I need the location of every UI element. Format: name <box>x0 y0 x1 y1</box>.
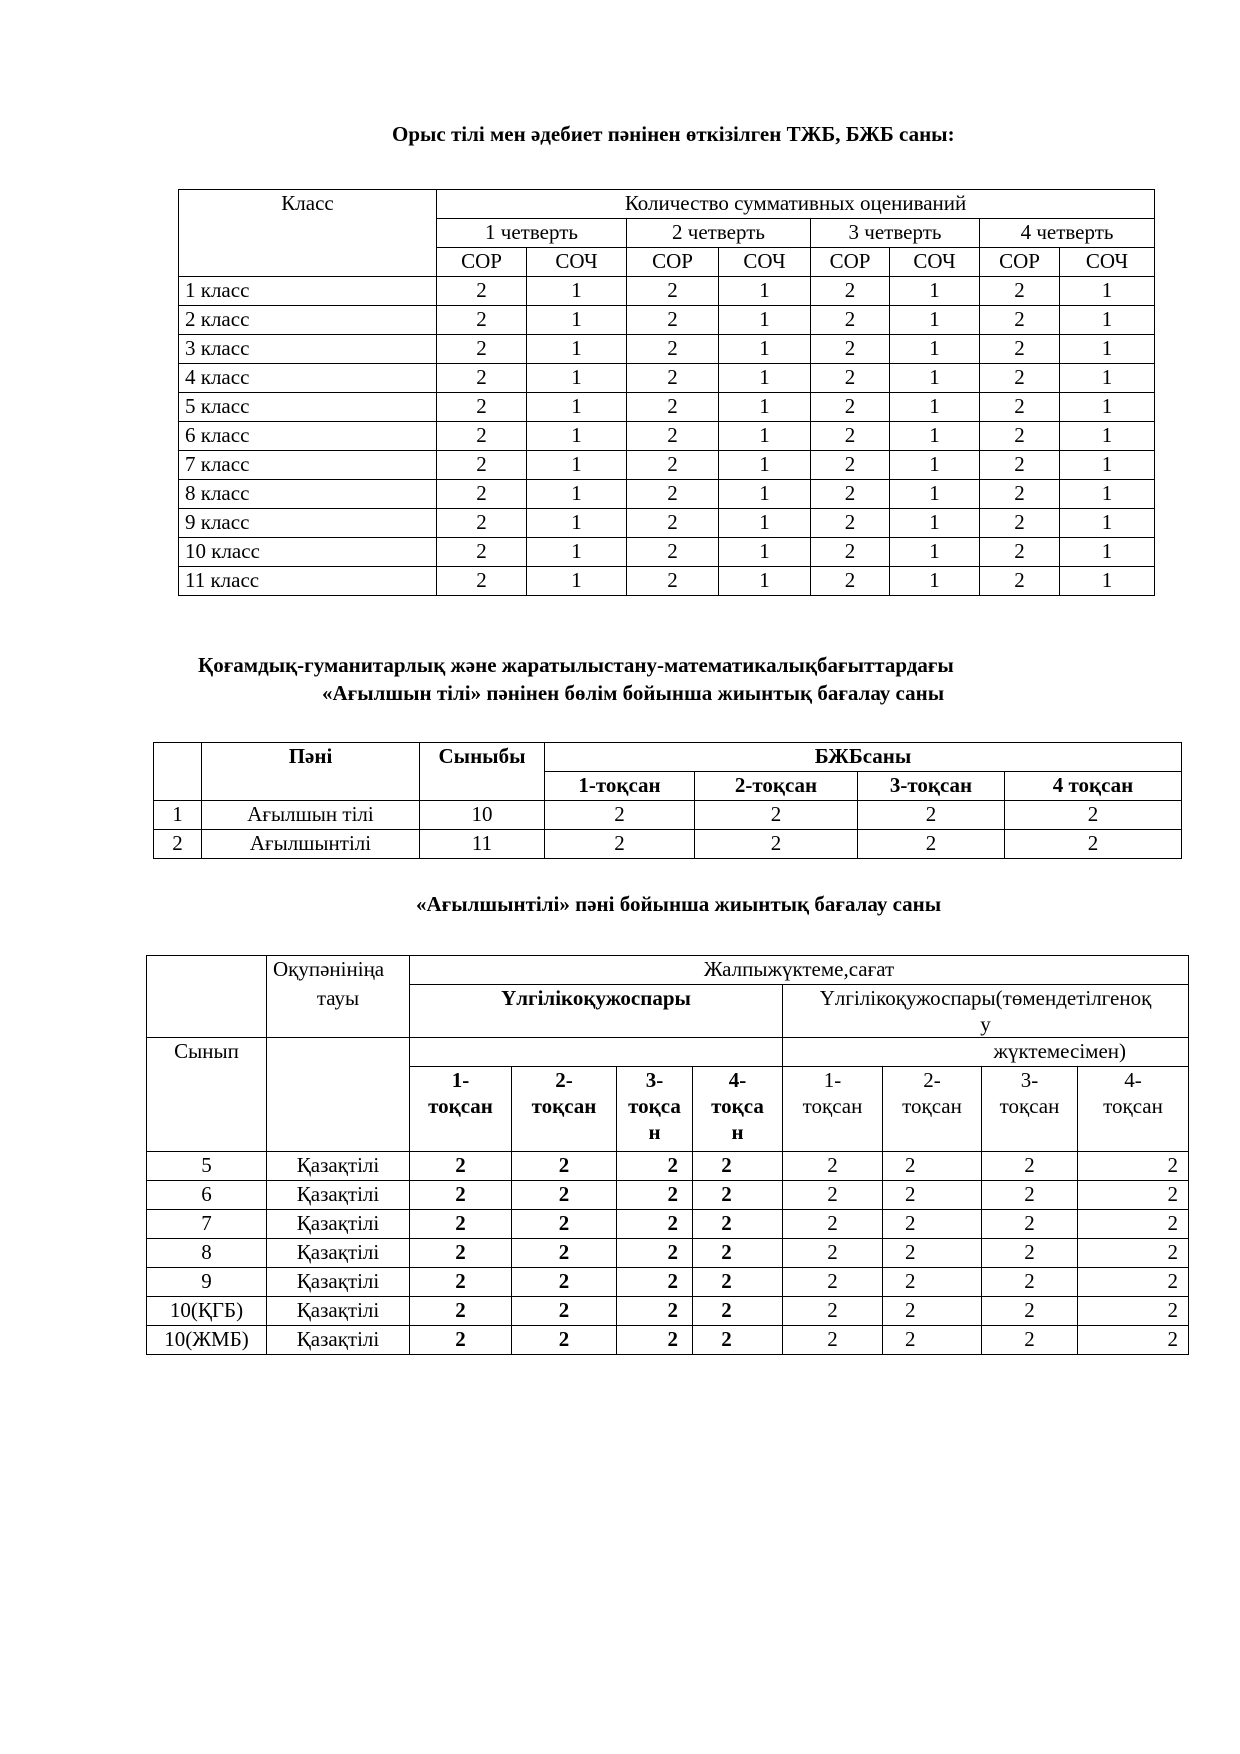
cell-value: 2 <box>1005 830 1182 859</box>
reduced-plan-value: 2 <box>883 1239 982 1268</box>
cell-value: 1 <box>527 509 627 538</box>
cell-value: 1 <box>719 451 811 480</box>
quarter-header: 2 четверть <box>627 219 811 248</box>
english-bjb-table <box>153 742 1182 859</box>
quarter-header-line: 1- <box>451 1068 470 1092</box>
cell-value: 2 <box>627 480 719 509</box>
standard-plan-value: 2 <box>410 1210 512 1239</box>
table-row <box>147 1239 1189 1268</box>
sor-header: СОР <box>811 248 890 277</box>
cell-value: 1 <box>890 538 980 567</box>
standard-plan-value: 2 <box>617 1239 693 1268</box>
cell-value: 2 <box>437 277 527 306</box>
reduced-plan-value: 2 <box>783 1268 883 1297</box>
cell-value: 2 <box>545 830 695 859</box>
cell-value: 2 <box>627 567 719 596</box>
class-label: 5 класс <box>179 393 437 422</box>
class-header: Класс <box>179 190 437 277</box>
cell-value: 2 <box>811 422 890 451</box>
quarter-header-line: 4- <box>728 1068 747 1092</box>
standard-quarter-header <box>512 1067 617 1152</box>
reduced-plan-value: 2 <box>783 1297 883 1326</box>
cell-value: 2 <box>980 480 1060 509</box>
reduced-plan-value: 2 <box>883 1181 982 1210</box>
cell-value: 1 <box>527 364 627 393</box>
section2-heading-line1: Қоғамдық-гуманитарлық және жаратылыстану-математикалықбағыттардағы <box>198 653 954 677</box>
reduced-plan-value: 2 <box>883 1326 982 1355</box>
summative-group-header: Количество суммативных оцениваний <box>437 190 1155 219</box>
cell-value: 2 <box>437 480 527 509</box>
cell-value: 1 <box>1060 277 1155 306</box>
table-row <box>154 801 1182 830</box>
soch-header: СОЧ <box>719 248 811 277</box>
standard-plan-value: 2 <box>617 1297 693 1326</box>
grade-value: 11 <box>420 830 545 859</box>
cell-value: 2 <box>811 509 890 538</box>
cell-value: 2 <box>811 306 890 335</box>
reduced-plan-value: 2 <box>1078 1210 1189 1239</box>
reduced-plan-value: 2 <box>1078 1152 1189 1181</box>
standard-quarter-header <box>693 1067 783 1152</box>
standard-plan-value: 2 <box>410 1152 512 1181</box>
table-row <box>179 393 1155 422</box>
class-label: 6 класс <box>179 422 437 451</box>
reduced-plan-value: 2 <box>982 1239 1078 1268</box>
quarter-header-line: тоқса <box>711 1094 764 1118</box>
cell-value: 2 <box>980 451 1060 480</box>
quarter-header: 3 четверть <box>811 219 980 248</box>
class-label: 2 класс <box>179 306 437 335</box>
table-row <box>147 1181 1189 1210</box>
reduced-plan-value: 2 <box>883 1210 982 1239</box>
cell-value: 2 <box>545 801 695 830</box>
class-label: 3 класс <box>179 335 437 364</box>
cell-value: 2 <box>811 364 890 393</box>
number-header <box>154 743 202 801</box>
cell-value: 2 <box>695 830 858 859</box>
cell-value: 2 <box>627 509 719 538</box>
reduced-quarter-header <box>1078 1067 1189 1152</box>
quarter-header-line: тоқсан <box>531 1094 597 1118</box>
quarter-header-line: 3- <box>1020 1068 1039 1092</box>
soch-header: СОЧ <box>1060 248 1155 277</box>
cell-value: 1 <box>527 567 627 596</box>
cell-value: 1 <box>719 277 811 306</box>
table-row <box>147 1268 1189 1297</box>
cell-value: 1 <box>719 480 811 509</box>
table-row <box>179 364 1155 393</box>
section3-heading: «Ағылшынтілі» пәні бойынша жиынтық бағалау саны <box>416 892 942 916</box>
quarter-header-line: 4- <box>1124 1068 1142 1092</box>
standard-plan-value: 2 <box>693 1297 783 1326</box>
reduced-plan-line2: у <box>980 1012 991 1036</box>
table-row <box>179 509 1155 538</box>
standard-plan-value: 2 <box>693 1268 783 1297</box>
standard-plan-value: 2 <box>512 1239 617 1268</box>
cell-value: 1 <box>890 451 980 480</box>
class-label: 1 класс <box>179 277 437 306</box>
grade-value: 5 <box>147 1152 267 1181</box>
english-summative-hours-table <box>146 955 1189 1355</box>
standard-plan-value: 2 <box>410 1239 512 1268</box>
grade-value: 10 <box>420 801 545 830</box>
reduced-plan-value: 2 <box>1078 1268 1189 1297</box>
quarter-header-line: н <box>731 1120 744 1144</box>
russian-summative-table <box>178 189 1155 596</box>
standard-plan-value: 2 <box>617 1268 693 1297</box>
cell-value: 1 <box>527 480 627 509</box>
soch-header: СОЧ <box>890 248 980 277</box>
cell-value: 1 <box>890 480 980 509</box>
reduced-plan-value: 2 <box>783 1210 883 1239</box>
standard-plan-value: 2 <box>617 1152 693 1181</box>
grade-value: 7 <box>147 1210 267 1239</box>
standard-plan-spacer <box>410 1038 783 1067</box>
cell-value: 1 <box>1060 422 1155 451</box>
quarter-header-line: тоқса <box>628 1094 681 1118</box>
reduced-plan-value: 2 <box>783 1152 883 1181</box>
cell-value: 2 <box>437 451 527 480</box>
quarter-header-line: 1- <box>823 1068 842 1092</box>
standard-plan-value: 2 <box>693 1181 783 1210</box>
cell-value: 1 <box>527 451 627 480</box>
section2-heading-line2: «Ағылшын тілі» пәнінен бөлім бойынша жиынтық бағалау саны <box>322 681 945 705</box>
cell-value: 1 <box>1060 538 1155 567</box>
cell-value: 2 <box>980 364 1060 393</box>
cell-value: 2 <box>437 393 527 422</box>
cell-value: 1 <box>527 335 627 364</box>
sor-header: СОР <box>627 248 719 277</box>
reduced-plan-line1: Үлгілікоқужоспары(төмендетілгеноқ <box>819 986 1152 1010</box>
reduced-plan-value: 2 <box>883 1152 982 1181</box>
cell-value: 2 <box>980 538 1060 567</box>
table-row <box>147 1210 1189 1239</box>
empty-corner <box>147 956 267 985</box>
standard-quarter-header <box>410 1067 512 1152</box>
cell-value: 2 <box>627 451 719 480</box>
cell-value: 1 <box>890 364 980 393</box>
cell-value: 1 <box>527 306 627 335</box>
subject-name: Қазақтілі <box>267 1239 410 1268</box>
soch-header: СОЧ <box>527 248 627 277</box>
subject-name: Қазақтілі <box>267 1210 410 1239</box>
cell-value: 2 <box>627 393 719 422</box>
subject-name: Ағылшынтілі <box>202 830 420 859</box>
reduced-plan-value: 2 <box>982 1181 1078 1210</box>
cell-value: 2 <box>627 422 719 451</box>
grade-header: Сыныбы <box>420 743 545 801</box>
cell-value: 2 <box>627 538 719 567</box>
grade-value: 9 <box>147 1268 267 1297</box>
grade-value: 8 <box>147 1239 267 1268</box>
standard-plan-value: 2 <box>410 1181 512 1210</box>
quarter-header: 1-тоқсан <box>545 772 695 801</box>
standard-plan-value: 2 <box>512 1210 617 1239</box>
subject-name: Қазақтілі <box>267 1181 410 1210</box>
cell-value: 2 <box>695 801 858 830</box>
standard-plan-value: 2 <box>410 1326 512 1355</box>
cell-value: 1 <box>527 422 627 451</box>
reduced-plan-value: 2 <box>982 1152 1078 1181</box>
cell-value: 1 <box>1060 567 1155 596</box>
total-load-header: Жалпыжүктеме,сағат <box>410 956 1189 985</box>
cell-value: 1 <box>719 393 811 422</box>
row-number: 2 <box>154 830 202 859</box>
cell-value: 1 <box>719 422 811 451</box>
table-row <box>179 422 1155 451</box>
cell-value: 2 <box>627 364 719 393</box>
cell-value: 1 <box>1060 480 1155 509</box>
standard-plan-value: 2 <box>617 1210 693 1239</box>
subject-header-empty <box>267 1067 410 1152</box>
subject-name: Қазақтілі <box>267 1326 410 1355</box>
quarter-header-line: тоқсан <box>999 1094 1060 1118</box>
standard-plan-value: 2 <box>693 1210 783 1239</box>
cell-value: 2 <box>858 801 1005 830</box>
cell-value: 1 <box>719 306 811 335</box>
cell-value: 2 <box>627 306 719 335</box>
cell-value: 2 <box>1005 801 1182 830</box>
cell-value: 2 <box>980 277 1060 306</box>
cell-value: 2 <box>811 567 890 596</box>
standard-plan-value: 2 <box>512 1326 617 1355</box>
cell-value: 2 <box>811 451 890 480</box>
grade-header-empty <box>147 1067 267 1152</box>
reduced-plan-value: 2 <box>1078 1239 1189 1268</box>
table-row <box>179 538 1155 567</box>
sor-header: СОР <box>980 248 1060 277</box>
reduced-plan-value: 2 <box>1078 1297 1189 1326</box>
table-row <box>147 1152 1189 1181</box>
standard-plan-value: 2 <box>512 1181 617 1210</box>
standard-plan-header: Үлгілікоқужоспары <box>410 985 783 1038</box>
quarter-header-line: тоқсан <box>428 1094 493 1118</box>
cell-value: 1 <box>1060 509 1155 538</box>
cell-value: 2 <box>980 335 1060 364</box>
cell-value: 1 <box>1060 306 1155 335</box>
reduced-plan-line3: жүктемесімен) <box>783 1038 1189 1067</box>
empty-corner <box>147 985 267 1038</box>
cell-value: 2 <box>811 393 890 422</box>
row-number: 1 <box>154 801 202 830</box>
grade-value: 6 <box>147 1181 267 1210</box>
cell-value: 1 <box>1060 335 1155 364</box>
cell-value: 1 <box>719 509 811 538</box>
cell-value: 2 <box>811 335 890 364</box>
cell-value: 1 <box>890 567 980 596</box>
table-row <box>179 277 1155 306</box>
reduced-plan-value: 2 <box>1078 1326 1189 1355</box>
cell-value: 2 <box>627 277 719 306</box>
quarter-header-line: 2- <box>555 1068 573 1092</box>
standard-plan-value: 2 <box>693 1239 783 1268</box>
cell-value: 1 <box>890 335 980 364</box>
reduced-quarter-header <box>982 1067 1078 1152</box>
reduced-plan-value: 2 <box>883 1268 982 1297</box>
quarter-header-line: тоқсан <box>902 1094 962 1118</box>
cell-value: 2 <box>980 509 1060 538</box>
class-label: 10 класс <box>179 538 437 567</box>
cell-value: 1 <box>527 538 627 567</box>
quarter-header: 2-тоқсан <box>695 772 858 801</box>
table-row <box>147 1326 1189 1355</box>
subject-header-line2: тауы <box>267 985 410 1038</box>
standard-plan-value: 2 <box>410 1297 512 1326</box>
cell-value: 1 <box>527 393 627 422</box>
standard-quarter-header <box>617 1067 693 1152</box>
quarter-header: 4 четверть <box>980 219 1155 248</box>
cell-value: 1 <box>1060 393 1155 422</box>
reduced-plan-value: 2 <box>982 1268 1078 1297</box>
standard-plan-value: 2 <box>512 1268 617 1297</box>
reduced-plan-value: 2 <box>783 1326 883 1355</box>
grade-value: 10(ҚГБ) <box>147 1297 267 1326</box>
cell-value: 2 <box>627 335 719 364</box>
standard-plan-value: 2 <box>512 1297 617 1326</box>
quarter-header-line: тоқсан <box>1103 1094 1163 1118</box>
standard-plan-value: 2 <box>512 1152 617 1181</box>
reduced-plan-value: 2 <box>783 1181 883 1210</box>
subject-name: Ағылшын тілі <box>202 801 420 830</box>
subject-header-line1: Оқупәнініңа <box>267 956 410 985</box>
reduced-quarter-header <box>883 1067 982 1152</box>
standard-plan-value: 2 <box>693 1326 783 1355</box>
cell-value: 1 <box>1060 364 1155 393</box>
cell-value: 2 <box>437 567 527 596</box>
quarter-header-line: 2- <box>923 1068 941 1092</box>
cell-value: 1 <box>890 277 980 306</box>
reduced-plan-header <box>783 985 1189 1038</box>
table-row <box>179 306 1155 335</box>
table-row <box>179 567 1155 596</box>
class-label: 11 класс <box>179 567 437 596</box>
cell-value: 2 <box>437 335 527 364</box>
cell-value: 2 <box>437 306 527 335</box>
sor-header: СОР <box>437 248 527 277</box>
cell-value: 2 <box>437 509 527 538</box>
quarter-header: 4 тоқсан <box>1005 772 1182 801</box>
reduced-quarter-header <box>783 1067 883 1152</box>
standard-plan-value: 2 <box>617 1181 693 1210</box>
table-row <box>179 480 1155 509</box>
reduced-plan-value: 2 <box>982 1210 1078 1239</box>
cell-value: 2 <box>811 277 890 306</box>
class-label: 8 класс <box>179 480 437 509</box>
class-label: 4 класс <box>179 364 437 393</box>
cell-value: 2 <box>980 306 1060 335</box>
cell-value: 1 <box>719 335 811 364</box>
cell-value: 2 <box>437 364 527 393</box>
reduced-plan-value: 2 <box>783 1239 883 1268</box>
cell-value: 2 <box>437 422 527 451</box>
quarter-header: 3-тоқсан <box>858 772 1005 801</box>
grade-header: Сынып <box>147 1038 267 1067</box>
subject-header-empty <box>267 1038 410 1067</box>
quarter-header-line: 3- <box>645 1068 664 1092</box>
cell-value: 1 <box>527 277 627 306</box>
grade-value: 10(ЖМБ) <box>147 1326 267 1355</box>
standard-plan-value: 2 <box>693 1152 783 1181</box>
reduced-plan-value: 2 <box>982 1326 1078 1355</box>
cell-value: 1 <box>890 422 980 451</box>
cell-value: 1 <box>719 538 811 567</box>
class-label: 9 класс <box>179 509 437 538</box>
cell-value: 1 <box>890 509 980 538</box>
quarter-header-line: тоқсан <box>802 1094 863 1118</box>
table-row <box>147 1297 1189 1326</box>
cell-value: 2 <box>858 830 1005 859</box>
quarter-header-line: н <box>648 1120 661 1144</box>
cell-value: 2 <box>811 538 890 567</box>
table-row <box>179 335 1155 364</box>
subject-name: Қазақтілі <box>267 1268 410 1297</box>
subject-name: Қазақтілі <box>267 1152 410 1181</box>
reduced-plan-value: 2 <box>982 1297 1078 1326</box>
standard-plan-value: 2 <box>617 1326 693 1355</box>
cell-value: 2 <box>980 567 1060 596</box>
table-row <box>179 451 1155 480</box>
standard-plan-value: 2 <box>410 1268 512 1297</box>
subject-header: Пәні <box>202 743 420 801</box>
cell-value: 2 <box>980 422 1060 451</box>
cell-value: 1 <box>890 393 980 422</box>
cell-value: 1 <box>719 567 811 596</box>
quarter-header: 1 четверть <box>437 219 627 248</box>
cell-value: 2 <box>980 393 1060 422</box>
subject-name: Қазақтілі <box>267 1297 410 1326</box>
table-row <box>154 830 1182 859</box>
reduced-plan-value: 2 <box>1078 1181 1189 1210</box>
section1-heading: Орыс тілі мен әдебиет пәнінен өткізілген ТЖБ, БЖБ саны: <box>392 122 955 146</box>
class-label: 7 класс <box>179 451 437 480</box>
reduced-plan-value: 2 <box>883 1297 982 1326</box>
cell-value: 1 <box>1060 451 1155 480</box>
bjb-count-header: БЖБсаны <box>545 743 1182 772</box>
cell-value: 2 <box>437 538 527 567</box>
cell-value: 1 <box>719 364 811 393</box>
cell-value: 2 <box>811 480 890 509</box>
cell-value: 1 <box>890 306 980 335</box>
